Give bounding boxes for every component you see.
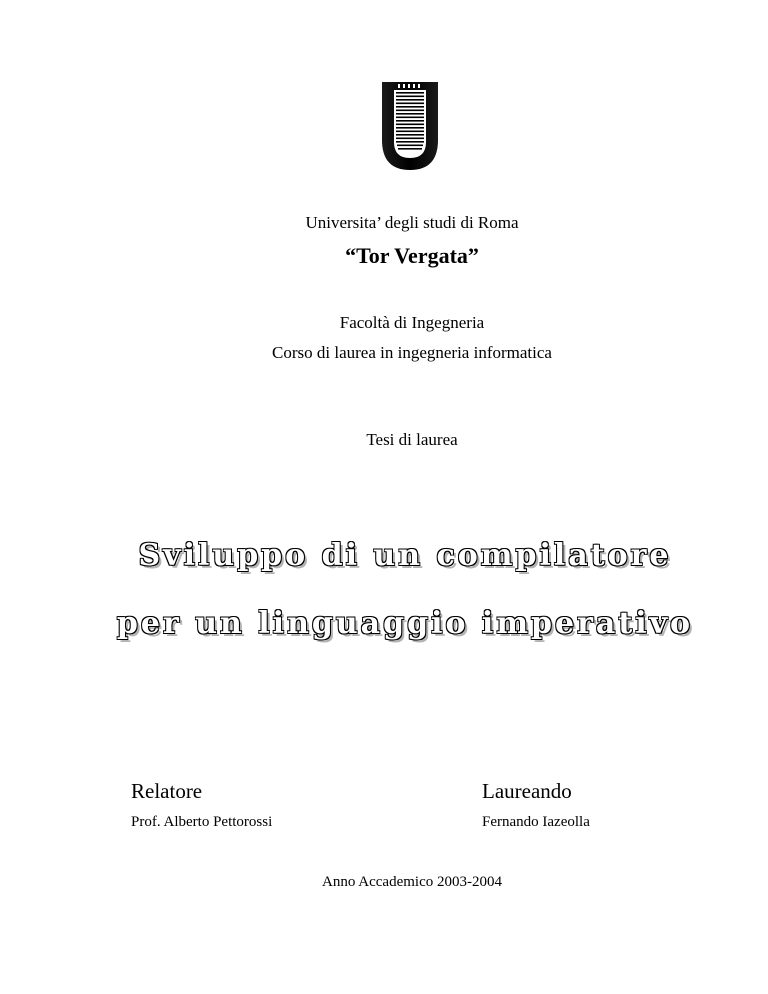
university-crest-icon	[380, 78, 440, 174]
thesis-title-line-1: Sviluppo di un compilatore	[138, 538, 672, 573]
candidate-name: Fernando Iazeolla	[482, 814, 590, 830]
university-name: “Tor Vergata”	[345, 243, 479, 268]
faculty-name: Facoltà di Ingegneria	[339, 313, 485, 332]
university-line: Universita’ degli studi di Roma	[305, 213, 519, 232]
candidate-label: Laureando	[482, 779, 572, 803]
academic-year: Anno Accademico 2003-2004	[322, 874, 502, 890]
thesis-title-line-2: per un linguaggio imperativo	[116, 606, 694, 641]
course-name: Corso di laurea in ingegneria informatica	[272, 343, 552, 362]
supervisor-name: Prof. Alberto Pettorossi	[131, 814, 273, 830]
supervisor-label: Relatore	[131, 779, 203, 803]
thesis-type: Tesi di laurea	[366, 430, 458, 449]
